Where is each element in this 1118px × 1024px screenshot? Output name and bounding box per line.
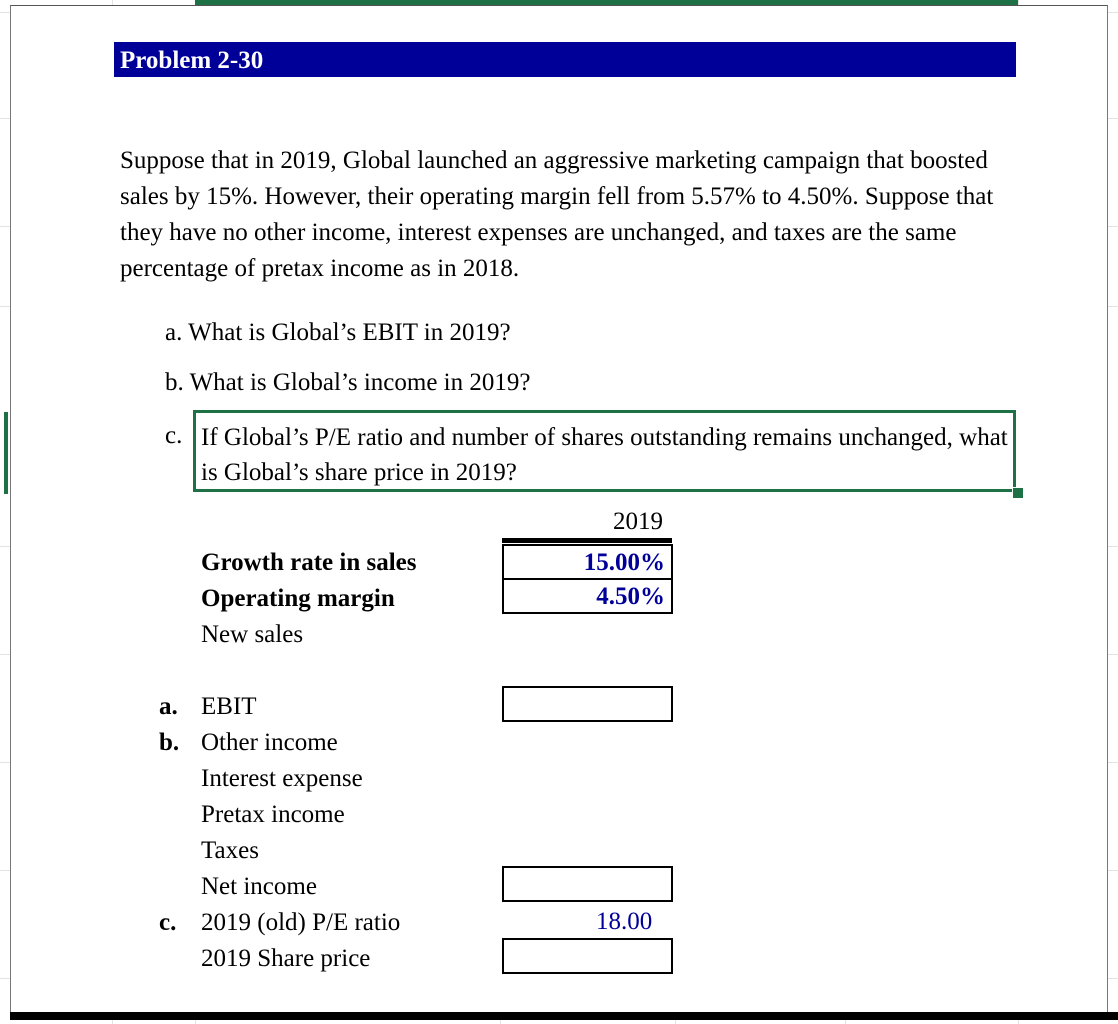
column-header-2019: 2019 <box>613 508 663 535</box>
operating-margin-label: Operating margin <box>201 585 395 612</box>
other-income-label: Other income <box>201 729 338 756</box>
fill-handle[interactable] <box>1012 487 1024 499</box>
answer-a-letter: a. <box>159 693 178 720</box>
net-income-answer-cell[interactable] <box>502 866 673 902</box>
growth-rate-label: Growth rate in sales <box>201 549 417 576</box>
header-underline <box>502 538 672 543</box>
net-income-label: Net income <box>201 873 317 900</box>
question-a <box>165 318 511 348</box>
operating-margin-cell[interactable] <box>502 578 673 614</box>
taxes-label: Taxes <box>201 837 259 864</box>
new-sales-label: New sales <box>201 621 304 648</box>
operating-margin-value: 4.50% <box>596 583 665 610</box>
sheet-bottom-border <box>10 1012 1118 1020</box>
growth-rate-cell[interactable] <box>502 544 673 580</box>
answer-b-letter: b. <box>159 729 180 756</box>
problem-statement: Suppose that in 2019, Global launched an aggressive marketing campaign that boosted sales by 15%. However, their operating margin fell from 5.57% to 4.50%. Suppose that they have no other income, interest expenses are unchanged, and taxes are the same percentage of pretax income as in 2018. <box>120 147 994 282</box>
answer-c-letter: c. <box>159 909 177 936</box>
pe-ratio-label: 2019 (old) P/E ratio <box>201 909 401 936</box>
share-price-answer-cell[interactable] <box>502 938 673 974</box>
question-b <box>165 368 530 398</box>
question-c-letter: c. <box>165 422 183 449</box>
problem-title-bar <box>114 42 1016 77</box>
pretax-income-label: Pretax income <box>201 801 345 828</box>
question-a-letter: a. <box>165 319 183 346</box>
question-c-text[interactable]: If Global’s P/E ratio and number of shares outstanding remains unchanged, what is Global’s share price in 2019? <box>201 424 1008 486</box>
pe-ratio-value[interactable]: 18.00 <box>596 908 653 935</box>
problem-title: Problem 2-30 <box>120 47 264 74</box>
row-selection-indicator <box>4 412 8 494</box>
question-b-text: What is Global’s income in 2019? <box>189 369 531 396</box>
growth-rate-value: 15.00% <box>583 549 665 576</box>
ebit-answer-cell[interactable] <box>502 686 673 722</box>
question-b-letter: b. <box>165 369 184 396</box>
ebit-label: EBIT <box>201 693 257 720</box>
question-a-text: What is Global’s EBIT in 2019? <box>188 319 511 346</box>
interest-expense-label: Interest expense <box>201 765 363 792</box>
share-price-label: 2019 Share price <box>201 945 371 972</box>
